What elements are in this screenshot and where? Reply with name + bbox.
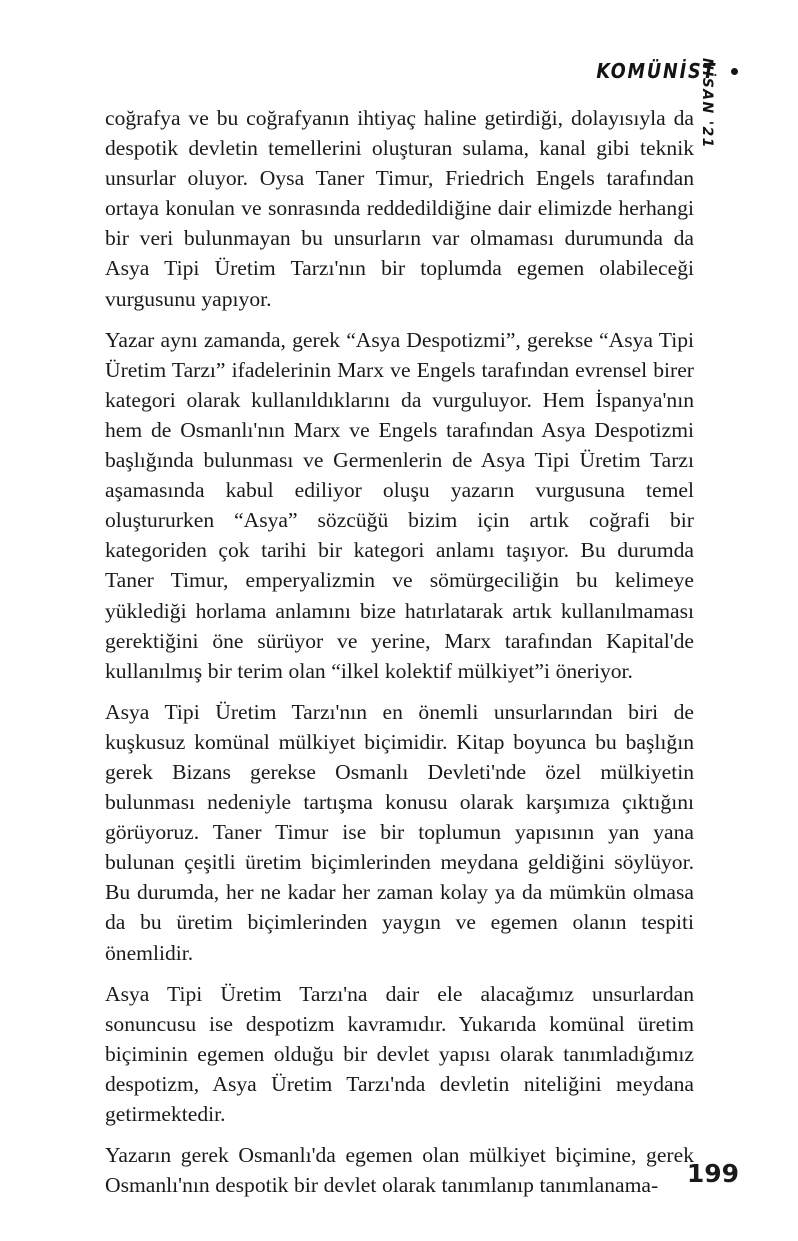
- page-number: 199: [686, 1159, 739, 1188]
- issue-date-vertical: NİSAN '21: [699, 58, 715, 149]
- paragraph: Yazarın gerek Osmanlı'da egemen olan mülkiyet biçimine, gerek Osmanlı'nın despotik bir devlet olarak tanımlanıp tanımlanama-: [105, 1143, 694, 1198]
- body-text-column: [105, 103, 694, 1200]
- paragraph: Asya Tipi Üretim Tarzı'na dair ele alacağımız unsurlardan sonuncusu ise despotizm kavramıdır. Yukarıda komünal üretim biçiminin egemen olduğu bir devlet yapısı olarak tanımladığımız despotizm, Asya Üretim Tarzı'nda devletin niteliğini meydana getirmektedir.: [105, 981, 694, 1126]
- publication-title: KOMÜNİST: [595, 59, 716, 83]
- paragraph: coğrafya ve bu coğrafyanın ihtiyaç haline getirdiği, dolayısıyla da despotik devletin temellerini oluşturan sulama, kanal gibi teknik unsurlar oluyor. Oysa Taner Timur, Friedrich Engels tarafından ortaya konulan ve sonrasında reddedildiğine dair elimizde herhangi bir veri bulunmayan bu unsurların var olmaması durumunda da Asya Tipi Üretim Tarzı'nın bir toplumda egemen olabileceği vurgusunu yapıyor.: [105, 106, 694, 311]
- paragraph: Asya Tipi Üretim Tarzı'nın en önemli unsurlarından biri de kuşkusuz komünal mülkiyet biçimidir. Kitap boyunca bu başlığın gerek Bizans gerekse Osmanlı Devleti'nde özel mülkiyetin bulunması nedeniyle tartışma konusu olarak karşımıza çıktığını görüyoruz. Taner Timur ise bir toplumun yapısının yan yana bulunan çeşitli üretim biçimlerinden meydana geldiğini söylüyor. Bu durumda, her ne kadar her zaman kolay ya da mümkün olmasa da bu üretim biçimlerinden yaygın ve egemen olanın tespiti önemlidir.: [105, 699, 694, 965]
- bullet-dot-icon: [731, 68, 738, 75]
- paragraph: Yazar aynı zamanda, gerek “Asya Despotizmi”, gerekse “Asya Tipi Üretim Tarzı” ifadelerinin Marx ve Engels tarafından evrensel birer kategori olarak kullanıldıklarını da vurguluyor. Hem İspanya'nın hem de Osmanlı'nın Marx ve Engels tarafından Asya Despotizmi başlığında bulunması ve Germenlerin de Asya Tipi Üretim Tarzı aşamasında kabul ediliyor oluşu yazarın vurgusuna temel oluştururken “Asya” sözcüğü bizim için artık coğrafi bir kategoriden çok tarihi bir kategori anlamı taşıyor. Bu durumda Taner Timur, emperyalizmin ve sömürgeciliğin bu kelimeye yüklediği horlama anlamını bize hatırlatarak artık kullanılmaması gerektiğini öne sürüyor ve yerine, Marx tarafından Kapital'de kullanılmış bir terim olan “ilkel kolektif mülkiyet”i öneriyor.: [105, 327, 694, 683]
